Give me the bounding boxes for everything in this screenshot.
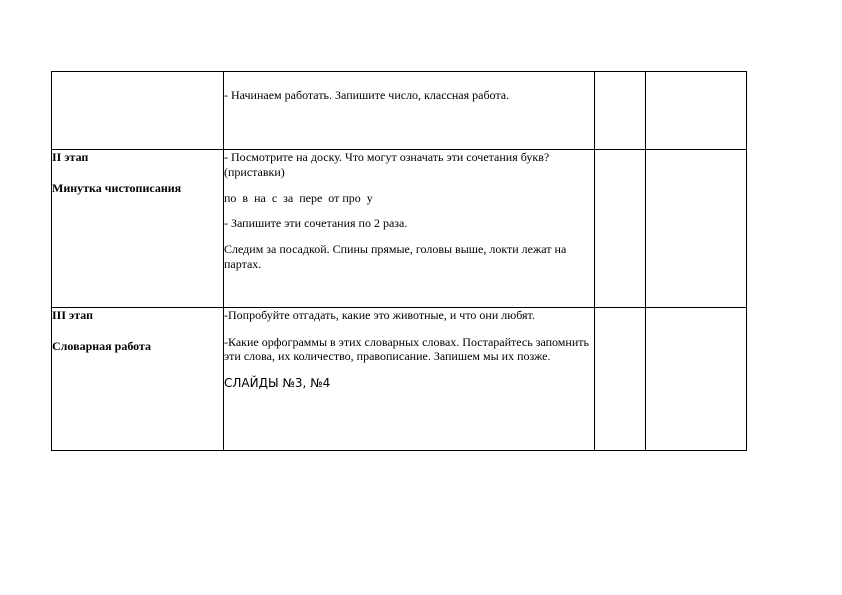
table-row: [52, 150, 747, 308]
content-paragraph: - Запишите эти сочетания по 2 раза.: [224, 215, 408, 230]
content-paragraph: Следим за посадкой. Спины прямые, головы выше, локти лежат на партах.: [224, 242, 567, 271]
content-cell: [224, 308, 595, 451]
stage-number: III этап: [52, 308, 93, 322]
empty-cell: [646, 72, 747, 150]
stage-cell: [52, 72, 224, 150]
empty-cell: [595, 72, 646, 150]
content-cell: [224, 150, 595, 308]
content-paragraph: - Посмотрите на доску. Что могут означать эти сочетания букв? (приставки): [224, 150, 550, 179]
table-row: [52, 72, 747, 150]
content-paragraph: -Какие орфограммы в этих словарных словах. Постарайтесь запомнить эти слова, их количество, правописание. Запишем мы их позже.: [224, 334, 589, 363]
lesson-plan-table: [51, 71, 747, 451]
content-paragraph: - Начинаем работать. Запишите число, классная работа.: [224, 88, 510, 102]
empty-cell: [646, 308, 747, 451]
prefix-list: по в на с за пере от про у: [224, 191, 373, 205]
stage-title: Минутка чистописания: [52, 181, 182, 195]
content-cell: [224, 72, 595, 150]
table-row: [52, 308, 747, 451]
slides-note: СЛАЙДЫ №3, №4: [224, 375, 331, 390]
stage-cell: [52, 308, 224, 451]
content-paragraph: -Попробуйте отгадать, какие это животные, и что они любят.: [224, 308, 535, 322]
stage-number: II этап: [52, 150, 89, 164]
stage-title: Словарная работа: [52, 339, 152, 353]
empty-cell: [595, 150, 646, 308]
stage-cell: [52, 150, 224, 308]
empty-cell: [595, 308, 646, 451]
empty-cell: [646, 150, 747, 308]
